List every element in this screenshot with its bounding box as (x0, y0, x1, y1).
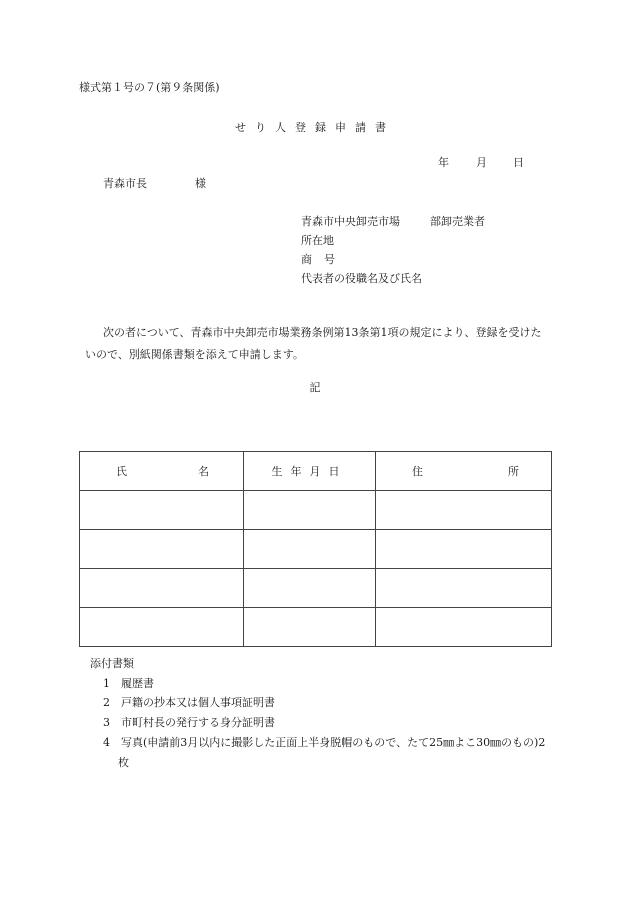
table-row (80, 608, 552, 647)
header-name (80, 452, 244, 491)
header-birthdate (244, 452, 376, 491)
name-cell[interactable] (80, 608, 244, 647)
recipient-line (103, 178, 206, 189)
form-number: 様式第１号の７(第９条関係) (79, 81, 220, 94)
application-statement: 次の者について、青森市中央卸売市場業務条例第13条第1項の規定により、登録を受けたいので、別紙関係書類を添えて申請します。 (85, 326, 542, 361)
address-cell[interactable] (376, 608, 552, 647)
recipient-honorific: 様 (195, 177, 206, 190)
attachment-item (90, 733, 555, 772)
document-title: せり人登録申請書 (235, 121, 395, 134)
date-year-label: 年 (438, 156, 449, 169)
attachment-item (90, 713, 555, 733)
name-cell[interactable] (80, 530, 244, 569)
recipient-name: 青森市長 (103, 177, 147, 190)
applicant-trade-name-label: 商号 (301, 253, 347, 266)
attachment-number: 1 (103, 676, 110, 690)
applicant-address-label: 所在地 (301, 234, 334, 247)
attachment-number: 2 (103, 696, 110, 710)
table-row (80, 530, 552, 569)
applicant-block (301, 212, 485, 288)
date-day-label: 日 (513, 156, 524, 169)
ki-heading: 記 (309, 381, 321, 394)
attachments-section (90, 654, 555, 772)
address-cell[interactable] (376, 569, 552, 608)
attachments-title: 添付書類 (90, 657, 134, 670)
birthdate-cell[interactable] (244, 569, 376, 608)
attachment-text: 戸籍の抄本又は個人事項証明書 (121, 696, 275, 710)
attachment-item (90, 674, 555, 694)
birthdate-cell[interactable] (244, 491, 376, 530)
header-birthdate-label: 生年月日 (271, 465, 348, 478)
header-address (376, 452, 552, 491)
header-name-first-char: 氏 (116, 465, 127, 478)
address-cell[interactable] (376, 530, 552, 569)
header-name-second-char: 名 (198, 465, 209, 478)
attachment-text: 履歴書 (121, 676, 154, 690)
header-address-second-char: 所 (508, 465, 519, 478)
attachment-text: 市町村長の発行する身分証明書 (121, 716, 275, 730)
attachment-text: 写真(申請前3月以内に撮影した正面上半身脱帽のもので、たて25㎜よこ30㎜のもの)2枚 (118, 735, 546, 769)
table-row (80, 491, 552, 530)
date-line (438, 157, 524, 168)
applicant-division: 部卸売業者 (430, 215, 485, 228)
applicant-market-row (301, 212, 485, 231)
header-address-first-char: 住 (412, 465, 423, 478)
name-cell[interactable] (80, 491, 244, 530)
table-row (80, 569, 552, 608)
birthdate-cell[interactable] (244, 530, 376, 569)
address-cell[interactable] (376, 491, 552, 530)
attachment-item (90, 693, 555, 713)
registrant-table (79, 451, 552, 647)
attachment-number: 3 (103, 716, 110, 730)
attachment-number: 4 (103, 735, 110, 749)
applicant-representative-label: 代表者の役職名及び氏名 (301, 272, 422, 285)
table-header-row (80, 452, 552, 491)
date-month-label: 月 (476, 156, 487, 169)
name-cell[interactable] (80, 569, 244, 608)
applicant-market: 青森市中央卸売市場 (301, 215, 400, 228)
birthdate-cell[interactable] (244, 608, 376, 647)
